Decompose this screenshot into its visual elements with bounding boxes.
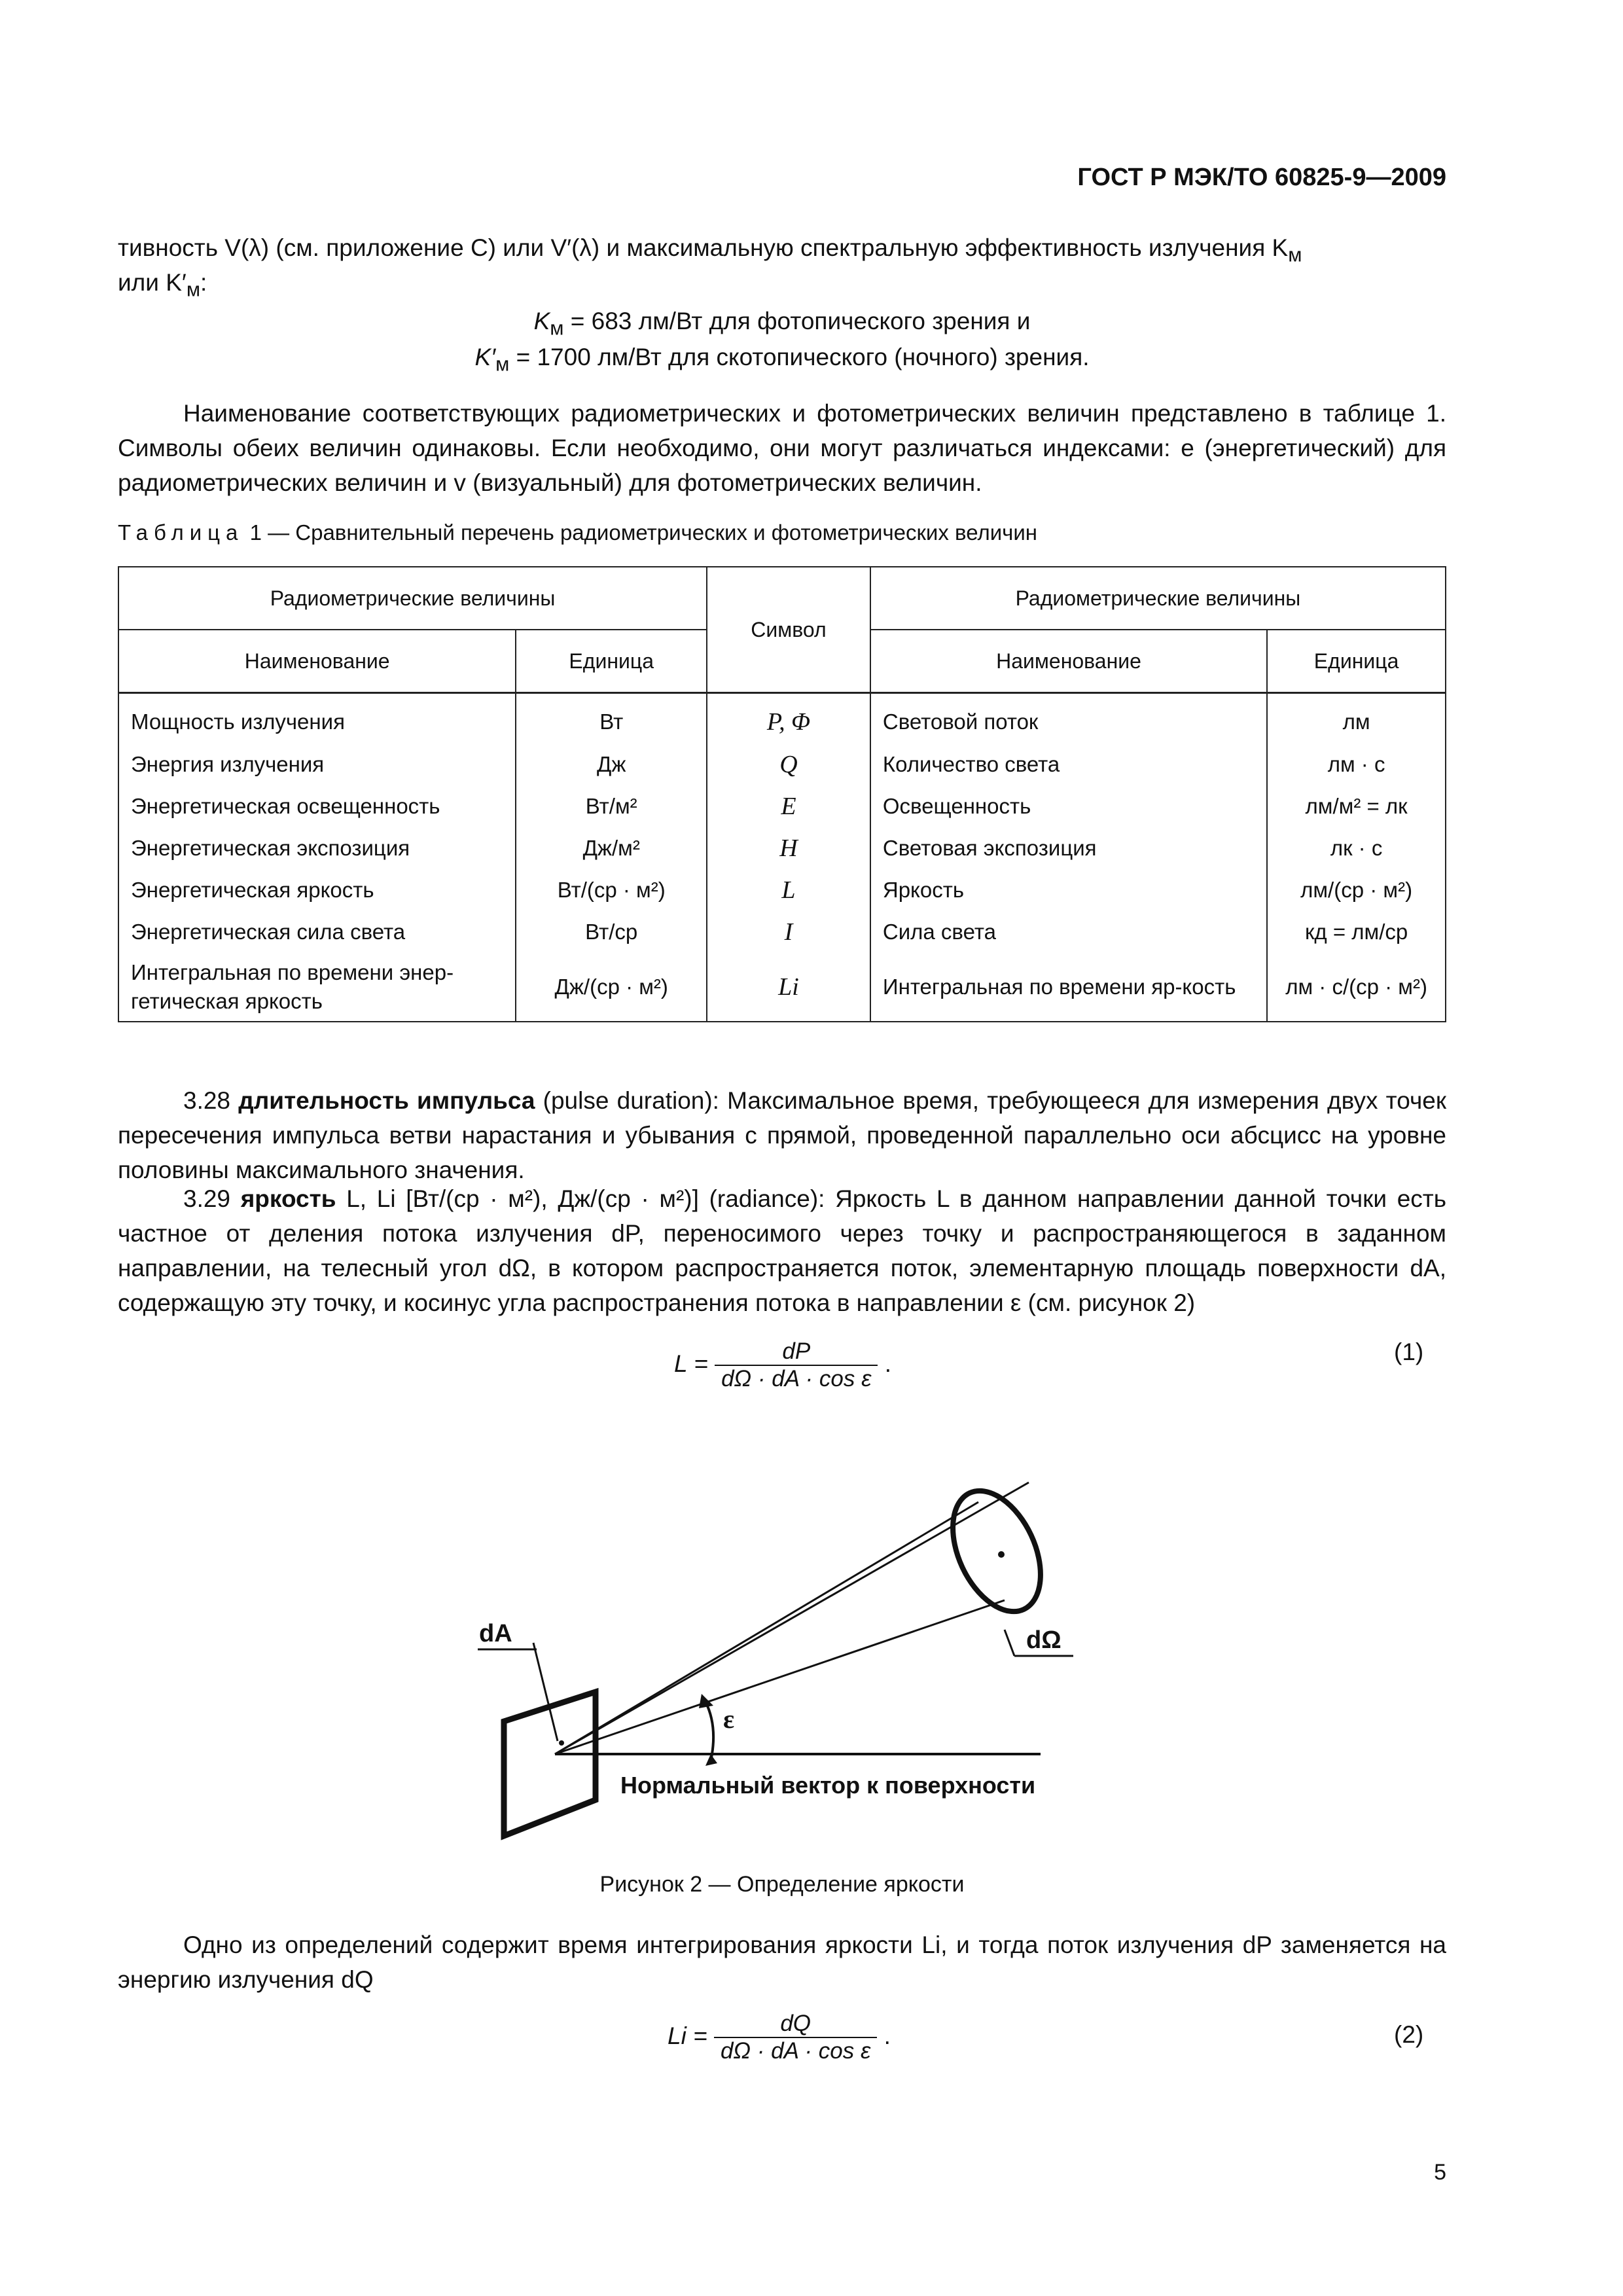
equation-2-tail: . bbox=[883, 2022, 891, 2049]
km-formula bbox=[118, 308, 1446, 340]
cell-name-right: Сила света bbox=[870, 911, 1267, 953]
equation-1-fraction bbox=[715, 1338, 878, 1392]
cell-unit-right: кд = лм/ср bbox=[1267, 911, 1446, 953]
cell-unit-right: лм/м² = лк bbox=[1267, 785, 1446, 827]
equation-2-denominator: dΩ · dA · cos ε bbox=[720, 2038, 871, 2064]
cell-unit-right: лм · с bbox=[1267, 744, 1446, 785]
page-number: 5 bbox=[1434, 2160, 1446, 2185]
table-caption-number: 1 bbox=[249, 520, 262, 545]
cell-unit-left: Дж/(ср · м²) bbox=[516, 953, 707, 1022]
dA-point bbox=[559, 1740, 564, 1746]
km-text: = 683 лм/Вт для фотопического зрения и bbox=[563, 308, 1031, 334]
cell-unit-right: лк · с bbox=[1267, 827, 1446, 869]
epsilon-arrow-down bbox=[705, 1754, 717, 1766]
intro-suffix-2: : bbox=[200, 269, 207, 296]
label-normal-vector: Нормальный вектор к поверхности bbox=[620, 1772, 1036, 1799]
kpm-formula bbox=[118, 344, 1446, 376]
equation-2-numerator: dQ bbox=[714, 2011, 877, 2038]
cell-unit-right: лм · с/(ср · м²) bbox=[1267, 953, 1446, 1022]
label-dOmega: dΩ bbox=[1026, 1626, 1061, 1654]
table-row bbox=[118, 827, 1446, 869]
equation-1-lhs: L = bbox=[674, 1350, 708, 1377]
dOmega-leader-line bbox=[1005, 1630, 1014, 1656]
cell-name-right: Количество света bbox=[870, 744, 1267, 785]
closing-paragraph: Одно из определений содержит время интегрирования яркости Li, и тогда поток излучения dP заменяется на энергию излучения dQ bbox=[118, 1931, 1446, 1993]
cell-unit-right: лм/(ср · м²) bbox=[1267, 869, 1446, 911]
label-epsilon: ε bbox=[723, 1704, 735, 1734]
surface-element-shape bbox=[504, 1692, 596, 1836]
km-symbol: K bbox=[533, 308, 550, 334]
table-row bbox=[118, 953, 1446, 1022]
cell-unit-left: Вт/(ср · м²) bbox=[516, 869, 707, 911]
table-col-name-right: Наименование bbox=[870, 630, 1267, 693]
intro-line-2 bbox=[118, 265, 1446, 306]
solid-angle-center-dot bbox=[998, 1551, 1005, 1558]
intro-subscript-1: м bbox=[1288, 243, 1302, 266]
cell-name-left: Мощность излучения bbox=[118, 693, 516, 744]
cell-name-right: Яркость bbox=[870, 869, 1267, 911]
cell-symbol: H bbox=[707, 827, 870, 869]
cell-name-left: Энергетическая экспозиция bbox=[118, 827, 516, 869]
section-3-29 bbox=[118, 1181, 1446, 1320]
section-3-29-text: (radiance): Яркость L в данном направлении данной точки есть частное от деления потока излучения dP, переносимого через точку и распространяющегося в заданном направлении, на телесный угол dΩ, в котором распространяется поток, элементарную площадь поверхности dA, содержащую эту точку, и косинус угла распространения потока в направлении ε (см. рисунок 2) bbox=[118, 1185, 1447, 1316]
cell-name-left: Интегральная по времени энер-гетическая яркость bbox=[118, 953, 516, 1022]
cell-symbol: Q bbox=[707, 744, 870, 785]
intro-text-1: тивность V(λ) (см. приложение С) или V′(λ) и максимальную спектральную эффективность излучения K bbox=[118, 234, 1289, 261]
section-3-28 bbox=[118, 1083, 1446, 1187]
cell-unit-left: Вт/м² bbox=[516, 785, 707, 827]
cone-edge-lower bbox=[555, 1600, 1005, 1754]
table-caption bbox=[118, 520, 1037, 545]
table-col-name-left: Наименование bbox=[118, 630, 516, 693]
cell-name-right: Интегральная по времени яр-кость bbox=[870, 953, 1267, 1022]
equation-2 bbox=[668, 2011, 891, 2064]
naming-paragraph: Наименование соответствующих радиометрических и фотометрических величин представлено в таблице 1. Символы обеих величин одинаковы. Если необходимо, они могут различаться индексами: e (энергетический) для радиометрических величин и v (визуальный) для фотометрических величин. bbox=[118, 400, 1446, 496]
cell-name-right: Световая экспозиция bbox=[870, 827, 1267, 869]
section-3-28-text: (pulse duration): Максимальное время, требующееся для измерения двух точек пересечения импульса ветви нарастания и убывания с прямой, проведенной параллельно оси абсцисс на уровне половины максимального значения. bbox=[118, 1087, 1447, 1183]
equation-1-number: (1) bbox=[1394, 1338, 1424, 1365]
table-group-left: Радиометрические величины bbox=[118, 567, 707, 630]
section-3-29-number: 3.29 bbox=[183, 1185, 231, 1212]
comparison-table bbox=[118, 566, 1446, 1022]
cell-name-right: Освещенность bbox=[870, 785, 1267, 827]
cell-name-left: Энергетическая сила света bbox=[118, 911, 516, 953]
equation-2-fraction bbox=[714, 2011, 877, 2064]
cell-symbol: Li bbox=[707, 953, 870, 1022]
equation-1-denominator: dΩ · dA · cos ε bbox=[721, 1366, 872, 1391]
table-col-unit-left: Единица bbox=[516, 630, 707, 693]
equation-2-lhs: Li = bbox=[668, 2022, 707, 2049]
cell-symbol: P, Φ bbox=[707, 693, 870, 744]
table-row bbox=[118, 869, 1446, 911]
kpm-symbol: K′ bbox=[474, 344, 496, 370]
cell-name-left: Энергетическая яркость bbox=[118, 869, 516, 911]
kpm-sub: м bbox=[495, 352, 510, 376]
table-caption-text: — Сравнительный перечень радиометрических и фотометрических величин bbox=[261, 520, 1037, 545]
cell-name-left: Энергетическая освещенность bbox=[118, 785, 516, 827]
cell-symbol: I bbox=[707, 911, 870, 953]
equation-1 bbox=[674, 1338, 891, 1392]
figure-caption: Рисунок 2 — Определение яркости bbox=[599, 1872, 965, 1897]
equation-2-number: (2) bbox=[1394, 2021, 1424, 2048]
cell-name-left: Энергия излучения bbox=[118, 744, 516, 785]
section-3-29-symbols: L, Li [Вт/(ср · м²), Дж/(ср · м²)] bbox=[336, 1185, 699, 1212]
table-row bbox=[118, 693, 1446, 744]
intro-subscript-2: м bbox=[186, 278, 201, 301]
table-col-unit-right: Единица bbox=[1267, 630, 1446, 693]
cell-unit-left: Вт bbox=[516, 693, 707, 744]
cell-symbol: E bbox=[707, 785, 870, 827]
cell-name-right: Световой поток bbox=[870, 693, 1267, 744]
section-3-28-term: длительность импульса bbox=[238, 1087, 535, 1114]
cell-unit-left: Дж bbox=[516, 744, 707, 785]
table-row bbox=[118, 744, 1446, 785]
cell-unit-right: лм bbox=[1267, 693, 1446, 744]
cell-unit-left: Вт/ср bbox=[516, 911, 707, 953]
section-3-29-term: яркость bbox=[240, 1185, 336, 1212]
kpm-text: = 1700 лм/Вт для скотопического (ночного) зрения. bbox=[509, 344, 1090, 370]
equation-1-numerator: dP bbox=[715, 1338, 878, 1366]
table-col-symbol: Символ bbox=[707, 567, 870, 693]
cell-unit-left: Дж/м² bbox=[516, 827, 707, 869]
table-row bbox=[118, 785, 1446, 827]
table-group-right: Радиометрические величины bbox=[870, 567, 1446, 630]
table-caption-label: Таблица bbox=[118, 520, 244, 545]
section-3-28-number: 3.28 bbox=[183, 1087, 231, 1114]
km-sub: м bbox=[550, 316, 564, 340]
table-row bbox=[118, 911, 1446, 953]
intro-prefix-2: или K′ bbox=[118, 269, 187, 296]
cone-axis-extension bbox=[555, 1482, 1029, 1754]
label-dA: dA bbox=[479, 1620, 512, 1647]
radiance-figure bbox=[458, 1427, 1113, 1852]
document-standard-header: ГОСТ Р МЭК/ТО 60825-9—2009 bbox=[1077, 164, 1446, 191]
cell-symbol: L bbox=[707, 869, 870, 911]
equation-1-tail: . bbox=[884, 1350, 892, 1377]
cone-edge-upper bbox=[555, 1502, 978, 1754]
